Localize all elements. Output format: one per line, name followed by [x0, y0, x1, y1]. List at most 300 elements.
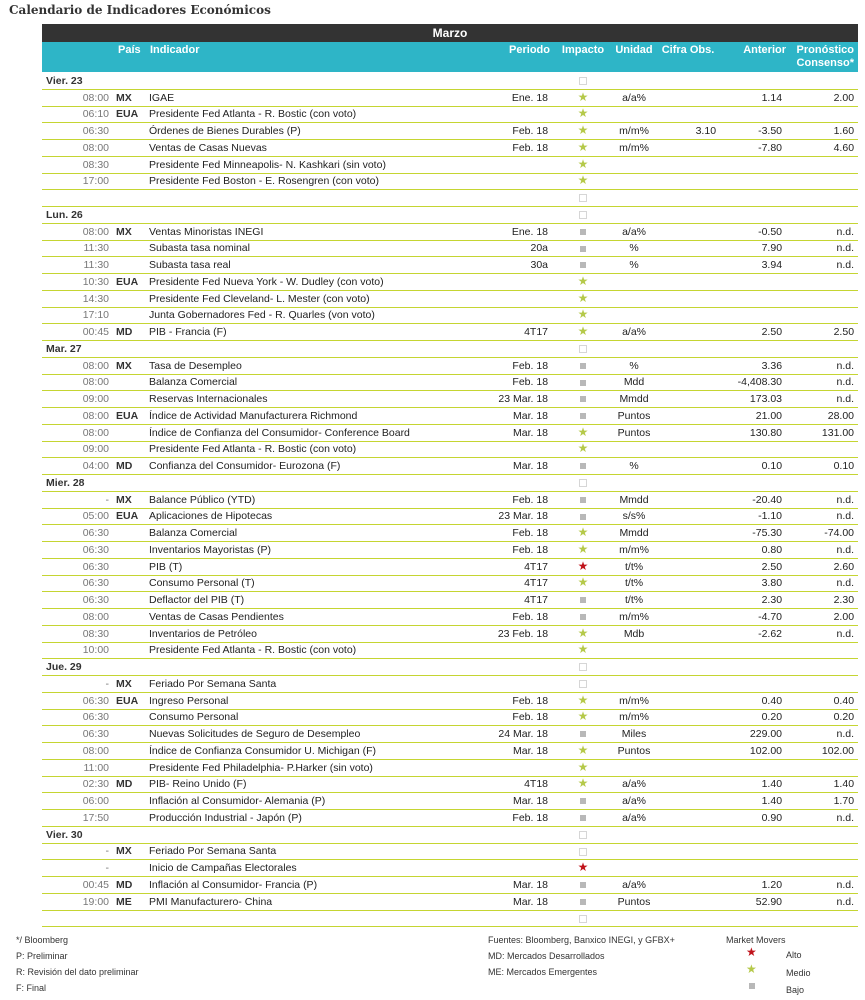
cell-cifra-obs: [656, 743, 720, 760]
cell-impact: [554, 173, 612, 190]
cell-time: 09:00: [42, 441, 112, 458]
cell-time: 08:00: [42, 408, 112, 425]
star-medio-icon: ★: [577, 776, 589, 791]
cell-period: [482, 676, 554, 693]
cell-indicator: Balance Público (YTD): [146, 491, 482, 508]
cell-time: 08:30: [42, 156, 112, 173]
cell-unit: %: [612, 357, 656, 374]
star-medio-icon: ★: [577, 441, 589, 456]
cell-unit: Puntos: [612, 424, 656, 441]
cell-period: Feb. 18: [482, 692, 554, 709]
impact-empty-box: [579, 77, 587, 85]
cell-anterior: 1.14: [720, 89, 786, 106]
cell-country: [112, 391, 146, 408]
cell-indicator: Inventarios Mayoristas (P): [146, 542, 482, 559]
cell-unit: a/a%: [612, 776, 656, 793]
legend-medio-star-icon: ★: [746, 962, 757, 976]
table-row: [42, 408, 858, 425]
cell-country: MD: [112, 776, 146, 793]
cell-anterior: 3.80: [720, 575, 786, 592]
footnotes-mid: [488, 935, 675, 983]
cell-impact: [554, 893, 612, 910]
cell-time: 06:10: [42, 106, 112, 123]
table-row: [42, 374, 858, 391]
cell-period: Mar. 18: [482, 893, 554, 910]
star-medio-icon: ★: [577, 575, 589, 590]
cell-unit: [612, 307, 656, 324]
cell-unit: m/m%: [612, 542, 656, 559]
cell-period: 23 Mar. 18: [482, 391, 554, 408]
cell-impact: [554, 123, 612, 140]
cell-indicator: Presidente Fed Atlanta - R. Bostic (con voto): [146, 441, 482, 458]
star-medio-icon: ★: [577, 525, 589, 540]
cell-country: [112, 542, 146, 559]
cell-impact: [554, 642, 612, 659]
cell-country: [112, 910, 146, 927]
cell-impact: [554, 190, 612, 207]
cell-impact: [554, 692, 612, 709]
cell-anterior: -7.80: [720, 140, 786, 157]
calendar-table: [42, 73, 858, 927]
cell-indicator: PIB- Reino Unido (F): [146, 776, 482, 793]
square-bajo-icon: [580, 614, 586, 620]
cell-time: 11:30: [42, 257, 112, 274]
header-cifra-obs: Cifra Obs.: [661, 44, 715, 56]
cell-anterior: 3.94: [720, 257, 786, 274]
cell-time: 04:00: [42, 458, 112, 475]
cell-time: 10:30: [42, 274, 112, 291]
cell-time: 08:00: [42, 743, 112, 760]
cell-cifra-obs: [656, 910, 720, 927]
cell-cifra-obs: [656, 491, 720, 508]
cell-impact: [554, 424, 612, 441]
cell-indicator: Índice de Actividad Manufacturera Richmond: [146, 408, 482, 425]
header-pronostico-line1: Pronóstico: [796, 44, 854, 56]
cell-unit: [612, 173, 656, 190]
cell-unit: %: [612, 240, 656, 257]
cell-unit: [612, 860, 656, 877]
cell-indicator: Tasa de Desempleo: [146, 357, 482, 374]
day-label: Lun. 26: [42, 207, 554, 224]
cell-unit: Miles: [612, 726, 656, 743]
cell-time: 06:30: [42, 592, 112, 609]
cell-impact: [554, 156, 612, 173]
star-medio-icon: ★: [577, 541, 589, 556]
star-medio-icon: ★: [577, 742, 589, 757]
cell-period: [482, 290, 554, 307]
cell-pronostico: n.d.: [786, 877, 858, 894]
table-row: [42, 893, 858, 910]
cell-anterior: 2.30: [720, 592, 786, 609]
table-row: [42, 357, 858, 374]
cell-cifra-obs: [656, 642, 720, 659]
cell-indicator: Reservas Internacionales: [146, 391, 482, 408]
cell-cifra-obs: [656, 173, 720, 190]
cell-period: Feb. 18: [482, 357, 554, 374]
cell-period: 4T17: [482, 575, 554, 592]
cell-time: 02:30: [42, 776, 112, 793]
cell-period: Feb. 18: [482, 140, 554, 157]
cell-unit: Puntos: [612, 893, 656, 910]
cell-time: 06:30: [42, 525, 112, 542]
cell-pronostico: n.d.: [786, 374, 858, 391]
cell-period: [482, 190, 554, 207]
cell-unit: Puntos: [612, 408, 656, 425]
table-row: [42, 508, 858, 525]
cell-cifra-obs: [656, 391, 720, 408]
cell-impact: [554, 860, 612, 877]
cell-country: EUA: [112, 408, 146, 425]
cell-cifra-obs: [656, 408, 720, 425]
cell-cifra-obs: [656, 793, 720, 810]
day-header-row: [42, 475, 858, 492]
cell-period: 30a: [482, 257, 554, 274]
cell-country: [112, 424, 146, 441]
cell-cifra-obs: [656, 692, 720, 709]
cell-unit: a/a%: [612, 324, 656, 341]
impact-empty-box: [579, 211, 587, 219]
table-row: [42, 592, 858, 609]
cell-anterior: 0.80: [720, 542, 786, 559]
star-medio-icon: ★: [577, 156, 589, 171]
cell-indicator: Producción Industrial - Japón (P): [146, 810, 482, 827]
cell-period: 4T18: [482, 776, 554, 793]
legend-medio-label: Medio: [786, 968, 811, 978]
footnotes-left: [16, 935, 139, 999]
cell-period: [482, 843, 554, 860]
legend-alto-label: Alto: [786, 950, 802, 960]
cell-cifra-obs: [656, 525, 720, 542]
cell-cifra-obs: [656, 140, 720, 157]
cell-anterior: -4,408.30: [720, 374, 786, 391]
cell-country: [112, 558, 146, 575]
cell-anterior: 1.40: [720, 793, 786, 810]
month-band: Marzo: [42, 24, 858, 42]
cell-cifra-obs: [656, 676, 720, 693]
table-row: [42, 290, 858, 307]
cell-indicator: Confianza del Consumidor- Eurozona (F): [146, 458, 482, 475]
cell-unit: t/t%: [612, 592, 656, 609]
cell-cifra-obs: [656, 223, 720, 240]
cell-anterior: [720, 759, 786, 776]
cell-anterior: 0.10: [720, 458, 786, 475]
cell-cifra-obs: [656, 324, 720, 341]
star-medio-icon: ★: [577, 692, 589, 707]
cell-indicator: Feriado Por Semana Santa: [146, 843, 482, 860]
cell-cifra-obs: [656, 810, 720, 827]
cell-pronostico: 102.00: [786, 743, 858, 760]
cell-impact: [554, 491, 612, 508]
cell-period: Feb. 18: [482, 374, 554, 391]
table-row: [42, 274, 858, 291]
cell-time: 14:30: [42, 290, 112, 307]
cell-country: [112, 592, 146, 609]
cell-unit: Mmdd: [612, 491, 656, 508]
cell-anterior: 3.36: [720, 357, 786, 374]
table-row: [42, 625, 858, 642]
impact-empty-box: [579, 680, 587, 688]
table-row: [42, 726, 858, 743]
cell-cifra-obs: [656, 877, 720, 894]
cell-pronostico: n.d.: [786, 391, 858, 408]
cell-pronostico: n.d.: [786, 575, 858, 592]
footnote: */ Bloomberg: [16, 935, 69, 945]
star-medio-icon: ★: [577, 173, 589, 188]
table-header: [42, 42, 858, 72]
cell-country: [112, 793, 146, 810]
document-title: Calendario de Indicadores Económicos: [9, 3, 271, 17]
cell-indicator: Deflactor del PIB (T): [146, 592, 482, 609]
cell-impact: [554, 592, 612, 609]
cell-indicator: Inicio de Campañas Electorales: [146, 860, 482, 877]
cell-indicator: Presidente Fed Boston - E. Rosengren (con voto): [146, 173, 482, 190]
cell-cifra-obs: [656, 89, 720, 106]
cell-pronostico: 0.40: [786, 692, 858, 709]
cell-time: -: [42, 860, 112, 877]
cell-time: 00:45: [42, 324, 112, 341]
cell-country: MX: [112, 223, 146, 240]
cell-period: 4T17: [482, 592, 554, 609]
cell-anterior: [720, 190, 786, 207]
cell-anterior: 52.90: [720, 893, 786, 910]
cell-cifra-obs: [656, 424, 720, 441]
cell-cifra-obs: [656, 843, 720, 860]
square-bajo-icon: [580, 815, 586, 821]
cell-impact: [554, 810, 612, 827]
cell-anterior: [720, 910, 786, 927]
table-row: [42, 676, 858, 693]
cell-indicator: Nuevas Solicitudes de Seguro de Desempleo: [146, 726, 482, 743]
cell-time: 06:30: [42, 692, 112, 709]
square-bajo-icon: [580, 363, 586, 369]
cell-country: ME: [112, 893, 146, 910]
table-row: [42, 709, 858, 726]
table-row: [42, 123, 858, 140]
cell-unit: s/s%: [612, 508, 656, 525]
star-medio-icon: ★: [577, 642, 589, 657]
cell-unit: [612, 642, 656, 659]
table-row: [42, 223, 858, 240]
square-bajo-icon: [580, 497, 586, 503]
table-row: [42, 89, 858, 106]
cell-period: [482, 173, 554, 190]
cell-impact: [554, 106, 612, 123]
cell-indicator: Balanza Comercial: [146, 525, 482, 542]
cell-impact: [554, 374, 612, 391]
square-bajo-icon: [580, 514, 586, 520]
header-anterior: Anterior: [743, 44, 786, 56]
header-pronostico: [786, 44, 854, 70]
cell-unit: m/m%: [612, 123, 656, 140]
cell-period: [482, 642, 554, 659]
cell-impact: [554, 542, 612, 559]
table-row: [42, 609, 858, 626]
cell-pronostico: n.d.: [786, 625, 858, 642]
cell-impact: [554, 307, 612, 324]
cell-period: Mar. 18: [482, 458, 554, 475]
star-medio-icon: ★: [577, 123, 589, 138]
cell-unit: %: [612, 458, 656, 475]
cell-cifra-obs: [656, 893, 720, 910]
cell-period: Feb. 18: [482, 491, 554, 508]
cell-pronostico: n.d.: [786, 257, 858, 274]
day-label: Mier. 28: [42, 475, 554, 492]
cell-country: [112, 140, 146, 157]
square-bajo-icon: [580, 882, 586, 888]
cell-cifra-obs: [656, 274, 720, 291]
cell-time: 05:00: [42, 508, 112, 525]
cell-indicator: Órdenes de Bienes Durables (P): [146, 123, 482, 140]
cell-indicator: Índice de Confianza Consumidor U. Michigan (F): [146, 743, 482, 760]
cell-country: MX: [112, 357, 146, 374]
cell-impact: [554, 324, 612, 341]
cell-pronostico: [786, 843, 858, 860]
table-row: [42, 575, 858, 592]
square-bajo-icon: [580, 262, 586, 268]
legend-bajo-label: Bajo: [786, 985, 805, 995]
cell-pronostico: 1.60: [786, 123, 858, 140]
cell-period: 24 Mar. 18: [482, 726, 554, 743]
cell-unit: m/m%: [612, 140, 656, 157]
cell-anterior: [720, 676, 786, 693]
table-row: [42, 491, 858, 508]
cell-cifra-obs: [656, 609, 720, 626]
cell-indicator: Presidente Fed Minneapolis- N. Kashkari (sin voto): [146, 156, 482, 173]
star-medio-icon: ★: [577, 759, 589, 774]
cell-pronostico: [786, 910, 858, 927]
cell-country: [112, 860, 146, 877]
cell-impact: [554, 558, 612, 575]
cell-indicator: [146, 910, 482, 927]
cell-impact: [554, 709, 612, 726]
cell-time: 09:00: [42, 391, 112, 408]
cell-country: [112, 257, 146, 274]
cell-period: [482, 860, 554, 877]
cell-indicator: Consumo Personal (T): [146, 575, 482, 592]
table-row: [42, 910, 858, 927]
square-bajo-icon: [580, 246, 586, 252]
cell-anterior: 2.50: [720, 324, 786, 341]
cell-country: [112, 441, 146, 458]
table-row: [42, 156, 858, 173]
cell-cifra-obs: [656, 542, 720, 559]
cell-indicator: Ingreso Personal: [146, 692, 482, 709]
header-indicador: Indicador: [150, 44, 200, 56]
cell-country: [112, 290, 146, 307]
cell-country: [112, 625, 146, 642]
cell-pronostico: 1.40: [786, 776, 858, 793]
cell-unit: [612, 290, 656, 307]
cell-indicator: Presidente Fed Atlanta - R. Bostic (con voto): [146, 642, 482, 659]
cell-country: [112, 743, 146, 760]
cell-period: Feb. 18: [482, 123, 554, 140]
table-row: [42, 843, 858, 860]
table-row: [42, 642, 858, 659]
cell-indicator: IGAE: [146, 89, 482, 106]
cell-unit: a/a%: [612, 793, 656, 810]
square-bajo-icon: [580, 899, 586, 905]
cell-unit: Mmdd: [612, 391, 656, 408]
cell-period: [482, 441, 554, 458]
cell-anterior: 0.40: [720, 692, 786, 709]
cell-time: 06:00: [42, 793, 112, 810]
cell-impact: [554, 391, 612, 408]
cell-unit: [612, 106, 656, 123]
cell-unit: [612, 910, 656, 927]
cell-country: MX: [112, 89, 146, 106]
star-medio-icon: ★: [577, 307, 589, 322]
cell-unit: [612, 190, 656, 207]
cell-indicator: Presidente Fed Cleveland- L. Mester (con voto): [146, 290, 482, 307]
table-row: [42, 692, 858, 709]
cell-indicator: [146, 190, 482, 207]
cell-country: [112, 374, 146, 391]
cell-pronostico: n.d.: [786, 508, 858, 525]
cell-cifra-obs: 3.10: [656, 123, 720, 140]
cell-pronostico: 2.60: [786, 558, 858, 575]
cell-pronostico: n.d.: [786, 240, 858, 257]
cell-period: 4T17: [482, 558, 554, 575]
cell-impact: [554, 441, 612, 458]
header-pais: País: [118, 44, 141, 56]
cell-country: MX: [112, 676, 146, 693]
square-bajo-icon: [580, 380, 586, 386]
table-row: [42, 140, 858, 157]
cell-cifra-obs: [656, 240, 720, 257]
star-medio-icon: ★: [577, 139, 589, 154]
table-row: [42, 441, 858, 458]
cell-anterior: [720, 274, 786, 291]
cell-indicator: Ventas de Casas Nuevas: [146, 140, 482, 157]
cell-unit: m/m%: [612, 609, 656, 626]
cell-time: 06:30: [42, 575, 112, 592]
cell-time: 00:45: [42, 877, 112, 894]
cell-cifra-obs: [656, 625, 720, 642]
cell-country: [112, 810, 146, 827]
star-medio-icon: ★: [577, 106, 589, 121]
cell-period: Mar. 18: [482, 743, 554, 760]
cell-indicator: Presidente Fed Philadelphia- P.Harker (sin voto): [146, 759, 482, 776]
impact-empty-box: [579, 915, 587, 923]
cell-country: [112, 609, 146, 626]
table-row: [42, 391, 858, 408]
cell-cifra-obs: [656, 374, 720, 391]
cell-indicator: PIB - Francia (F): [146, 324, 482, 341]
cell-impact: [554, 910, 612, 927]
cell-time: 11:00: [42, 759, 112, 776]
cell-period: Feb. 18: [482, 542, 554, 559]
cell-pronostico: 28.00: [786, 408, 858, 425]
cell-pronostico: 2.50: [786, 324, 858, 341]
cell-country: MD: [112, 458, 146, 475]
cell-anterior: 0.20: [720, 709, 786, 726]
cell-cifra-obs: [656, 257, 720, 274]
cell-pronostico: -74.00: [786, 525, 858, 542]
square-bajo-icon: [580, 731, 586, 737]
header-impacto: Impacto: [561, 44, 605, 56]
cell-pronostico: [786, 441, 858, 458]
cell-cifra-obs: [656, 290, 720, 307]
footnote: MD: Mercados Desarrollados: [488, 951, 605, 961]
table-row: [42, 810, 858, 827]
impact-empty-box: [579, 663, 587, 671]
cell-time: -: [42, 676, 112, 693]
cell-period: Mar. 18: [482, 424, 554, 441]
cell-unit: m/m%: [612, 709, 656, 726]
cell-period: Mar. 18: [482, 793, 554, 810]
cell-time: 08:00: [42, 89, 112, 106]
cell-pronostico: 0.10: [786, 458, 858, 475]
